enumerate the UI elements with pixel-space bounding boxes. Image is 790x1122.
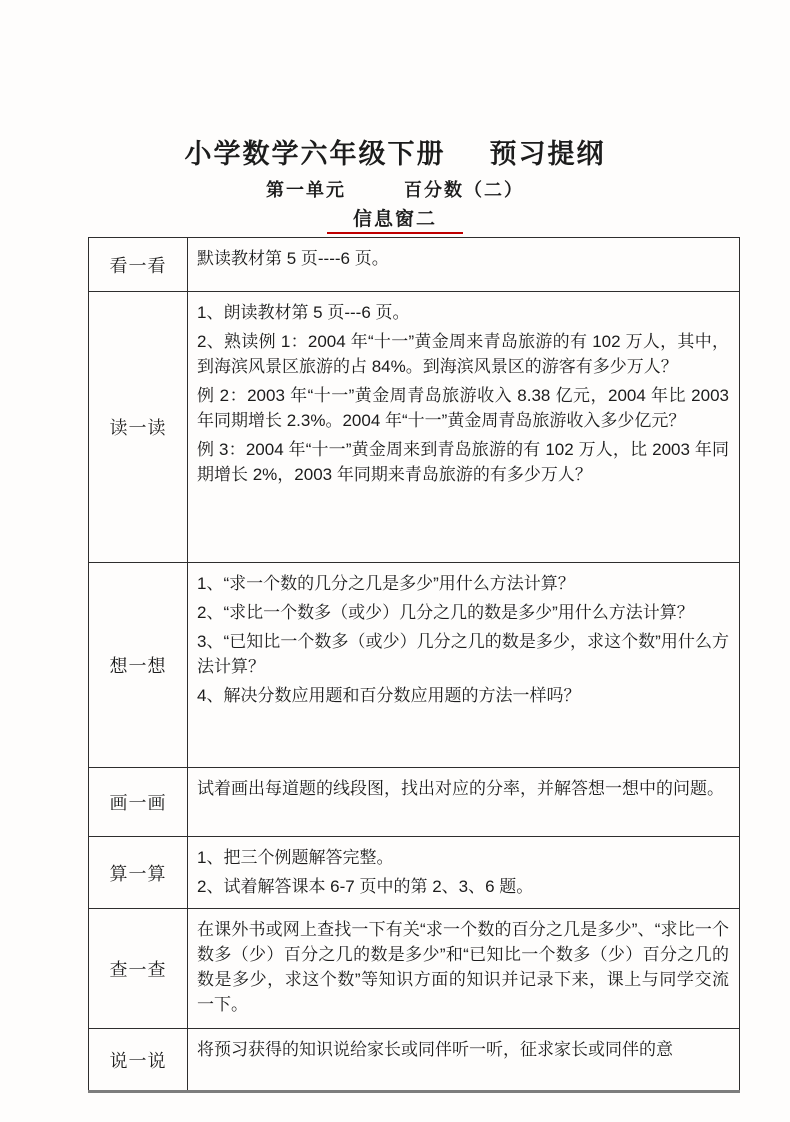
row-label: 想一想 (89, 563, 188, 768)
content-paragraph: 1、“求一个数的几分之几是多少”用什么方法计算？ (197, 574, 575, 593)
row-content (188, 563, 740, 768)
row-label: 算一算 (89, 837, 188, 909)
content-paragraph: 例 3：2004 年“十一”黄金周来到青岛旅游的有 102 万人，比 2003 年同期增长 2%，2003 年同期来青岛旅游的有多少万人？ (197, 440, 729, 484)
table-row-hua (89, 768, 740, 837)
content-paragraph: 2、“求比一个数多（或少）几分之几的数是多少”用什么方法计算？ (197, 603, 694, 622)
table-row-kan (89, 238, 740, 292)
content-paragraph: 默读教材第 5 页----6 页。 (197, 249, 389, 268)
row-content (188, 837, 740, 909)
table-row-cha (89, 909, 740, 1029)
page-title-right: 预习提纲 (489, 139, 606, 169)
table-row-suan (89, 837, 740, 909)
content-paragraph: 将预习获得的知识说给家长或同伴听一听，征求家长或同伴的意 (197, 1040, 673, 1059)
content-paragraph: 4、解决分数应用题和百分数应用题的方法一样吗？ (197, 686, 581, 705)
row-content (188, 1029, 740, 1092)
table-row-shuo (89, 1029, 740, 1092)
row-label: 画一画 (89, 768, 188, 837)
content-paragraph: 1、朗读教材第 5 页---6 页。 (197, 303, 410, 322)
content-paragraph: 1、把三个例题解答完整。 (197, 848, 394, 867)
content-paragraph: 2、熟读例 1：2004 年“十一”黄金周来青岛旅游的有 102 万人，其中，到海滨风景区旅游的占 84%。到海滨风景区的游客有多少万人？ (197, 332, 729, 376)
page-title (0, 0, 790, 171)
table-row-xiang (89, 563, 740, 768)
row-content (188, 292, 740, 563)
content-paragraph: 例 2：2003 年“十一”黄金周青岛旅游收入 8.38 亿元，2004 年比 2003 年同期增长 2.3%。2004 年“十一”黄金周青岛旅游收入多少亿元？ (197, 386, 729, 430)
page-subtitle (0, 176, 790, 202)
content-paragraph: 3、“已知比一个数多（或少）几分之几的数是多少，求这个数”用什么方法计算？ (197, 632, 729, 676)
section-line (0, 204, 790, 234)
table-row-du (89, 292, 740, 563)
row-label: 说一说 (89, 1029, 188, 1092)
row-content (188, 768, 740, 837)
unit-label: 第一单元 (266, 180, 346, 200)
content-paragraph: 2、试着解答课本 6-7 页中的第 2、3、6 题。 (197, 877, 534, 896)
row-content (188, 238, 740, 292)
content-paragraph: 试着画出每道题的线段图，找出对应的分率，并解答想一想中的问题。 (197, 779, 724, 798)
row-label: 看一看 (89, 238, 188, 292)
preview-outline-table (88, 237, 740, 1093)
content-paragraph: 在课外书或网上查找一下有关“求一个数的百分之几是多少”、“求比一个数多（少）百分之几的数是多少”和“已知比一个数多（少）百分之几的数是多少，求这个数”等知识方面的知识并记录下来，课上与同学交流一下。 (197, 920, 729, 1014)
row-label: 读一读 (89, 292, 188, 563)
page-title-left: 小学数学六年级下册 (184, 139, 446, 169)
row-content (188, 909, 740, 1029)
row-label: 查一查 (89, 909, 188, 1029)
section-header: 信息窗二 (327, 204, 463, 234)
topic-label: 百分数（二） (404, 180, 524, 200)
